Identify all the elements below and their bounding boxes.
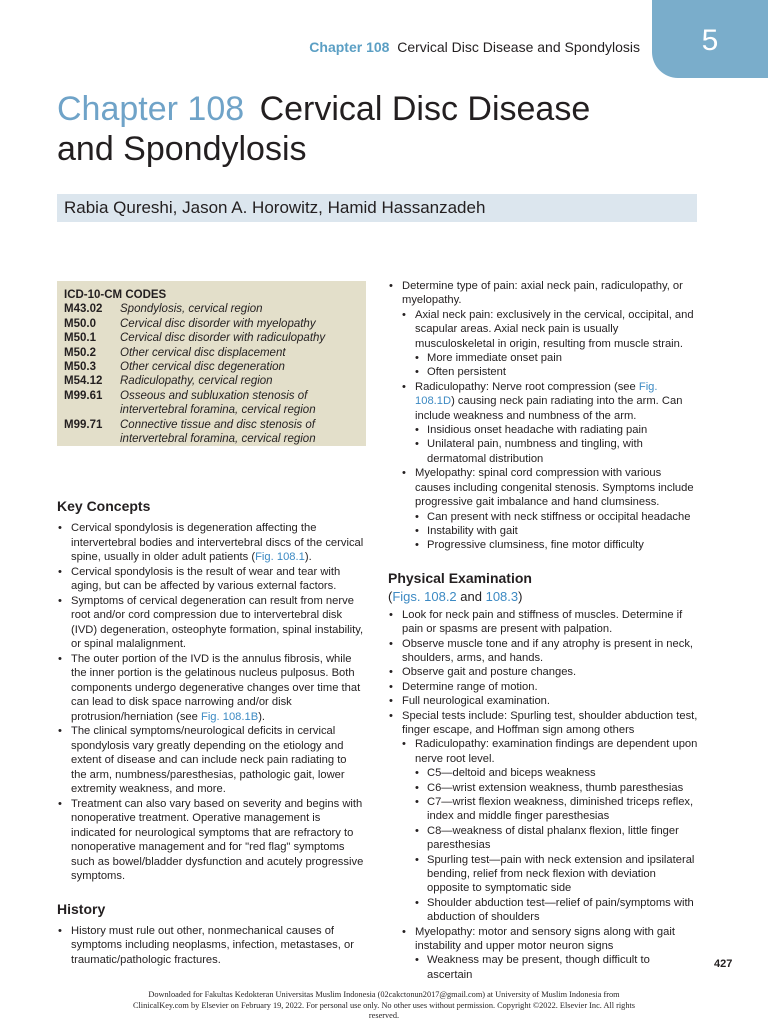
radiculopathy-sublist xyxy=(415,423,698,466)
icd-row xyxy=(64,418,366,447)
list-item: • Full neurological examination. xyxy=(388,694,698,708)
text: ) xyxy=(518,588,523,604)
physical-exam-list xyxy=(388,608,698,983)
figure-link[interactable]: Fig. 108.1 xyxy=(255,551,305,563)
list-item: • Observe muscle tone and if any atrophy is present in neck, shoulders, arms, and hands. xyxy=(388,637,698,666)
footer-line: reserved. xyxy=(368,1011,400,1020)
figure-link[interactable]: Figs. 108.2 xyxy=(392,588,457,604)
text: Cervical spondylosis is degeneration affecting the intervertebral bodies and intervertebral discs of the cervical spine, usually in older adult patients ( xyxy=(71,522,364,563)
icd-row xyxy=(64,389,366,418)
list-item: • Insidious onset headache with radiating pain xyxy=(415,423,698,437)
text: ) causing neck pain radiating into the arm. Can include weakness and numbness of the arm. xyxy=(415,395,683,422)
icd-desc: Connective tissue and disc stenosis of intervertebral foramina, cervical region xyxy=(120,418,316,446)
list-item xyxy=(402,308,698,380)
icd-row xyxy=(64,317,366,331)
icd-row xyxy=(64,346,366,360)
icd-desc: Cervical disc disorder with radiculopathy xyxy=(120,332,326,345)
authors-bar: Rabia Qureshi, Jason A. Horowitz, Hamid Hassanzadeh xyxy=(57,194,697,222)
key-concepts-list xyxy=(57,521,365,884)
running-header xyxy=(240,39,640,55)
list-item: • Determine range of motion. xyxy=(388,680,698,694)
text: The outer portion of the IVD is the annulus fibrosis, while the inner portion is the gelatinous nucleus pulposus. Both components undergo degenerative changes over time that can lead to disk space narrowing and/or disk protrusion/herniation (see xyxy=(71,652,361,723)
icd-code: M99.71 xyxy=(64,418,103,431)
icd-code: M50.2 xyxy=(64,346,96,359)
chapter-title-line1: Cervical Disc Disease xyxy=(259,90,591,128)
list-item: • Look for neck pain and stiffness of muscles. Determine if pain or spasms are present with palpation. xyxy=(388,608,698,637)
icd-codes-box xyxy=(57,281,366,446)
text: Determine type of pain: axial neck pain, radiculopathy, or myelopathy. xyxy=(402,280,683,307)
icd-heading: ICD-10-CM CODES xyxy=(64,289,167,301)
download-footer xyxy=(110,990,658,1022)
icd-desc: Spondylosis, cervical region xyxy=(120,303,263,316)
list-item: • C6—wrist extension weakness, thumb paresthesias xyxy=(415,781,698,795)
list-item: • Can present with neck stiffness or occipital headache xyxy=(415,510,698,524)
list-item xyxy=(57,521,365,565)
list-item xyxy=(402,737,698,924)
text: Radiculopathy: Nerve root compression (see xyxy=(415,380,639,393)
list-item xyxy=(388,279,698,553)
list-item: • Often persistent xyxy=(415,365,698,379)
list-item: • Unilateral pain, numbness and tingling, with dermatomal distribution xyxy=(415,437,698,466)
list-item: • More immediate onset pain xyxy=(415,351,698,365)
list-item: • Shoulder abduction test—relief of pain/symptoms with abduction of shoulders xyxy=(415,896,698,925)
icd-row xyxy=(64,302,366,316)
list-item xyxy=(388,709,698,983)
text: and xyxy=(456,588,486,604)
list-item: • C7—wrist flexion weakness, diminished triceps reflex, index and middle finger paresthesias xyxy=(415,795,698,824)
icd-row xyxy=(64,374,366,388)
icd-code: M43.02 xyxy=(64,303,103,316)
footer-line: ClinicalKey.com by Elsevier on February 19, 2022. For personal use only. No other uses without permission. Copyright ©2022. Elsevier Inc. All rights xyxy=(132,1000,636,1010)
icd-code: M50.1 xyxy=(64,332,96,345)
list-item: • Weakness may be present, though difficult to ascertain xyxy=(415,953,698,982)
physical-exam-figure-refs xyxy=(388,589,698,605)
running-header-title: Cervical Disc Disease and Spondylosis xyxy=(397,39,640,55)
list-item: • Instability with gait xyxy=(415,524,698,538)
list-item xyxy=(402,925,698,983)
page-number: 427 xyxy=(714,958,733,970)
key-concepts-heading: Key Concepts xyxy=(57,498,151,514)
chapter-title xyxy=(57,89,717,169)
text: Special tests include: Spurling test, shoulder abduction test, finger escape, and Hoffman sign among others xyxy=(402,709,698,736)
icd-desc: Other cervical disc displacement xyxy=(120,346,286,359)
history-list xyxy=(57,924,365,968)
text: ). xyxy=(258,710,266,723)
figure-link[interactable]: Fig. 108.1D xyxy=(415,380,658,408)
list-item: • The clinical symptoms/neurological deficits in cervical spondylosis vary greatly depending on the etiology and extent of disease and can include neck pain radiating to the arm, numbness/paresthesias, pathologic gait, lower extremity weakness, and more. xyxy=(57,724,365,797)
chapter-number: Chapter 108 xyxy=(57,90,245,128)
list-item xyxy=(57,652,365,725)
figure-link[interactable]: 108.3 xyxy=(485,588,519,604)
pain-list xyxy=(388,279,698,553)
icd-desc: Cervical disc disorder with myelopathy xyxy=(120,317,316,330)
axial-sublist xyxy=(415,351,698,380)
icd-code: M50.3 xyxy=(64,361,96,374)
list-item xyxy=(402,466,698,552)
history-heading: History xyxy=(57,900,106,917)
myelopathy-signs-sublist xyxy=(415,953,698,982)
left-column xyxy=(57,497,365,967)
list-item xyxy=(402,380,698,466)
list-item: • Symptoms of cervical degeneration can result from nerve root and/or cord compression due to intervertebral disk (IVD) degeneration, osteophyte formation, spinal instability, or spinal malalignment. xyxy=(57,594,365,652)
section-tab: 5 xyxy=(652,0,768,78)
text: Myelopathy: motor and sensory signs along with gait instability and upper motor neuron signs xyxy=(415,925,675,953)
myelopathy-sublist xyxy=(415,510,698,553)
list-item: • Progressive clumsiness, fine motor difficulty xyxy=(415,538,698,552)
text: Myelopathy: spinal cord compression with various causes including congenital stenosis. Symptoms include progressive gait imbalance and hand clumsiness. xyxy=(415,467,694,509)
physical-exam-heading: Physical Examination xyxy=(388,569,532,586)
list-item: • Cervical spondylosis is the result of wear and tear with aging, but can be affected by various external factors. xyxy=(57,565,365,594)
list-item: • History must rule out other, nonmechanical causes of symptoms including neoplasms, infection, metastases, or traumatic/pathologic fractures. xyxy=(57,924,365,968)
icd-code: M50.0 xyxy=(64,317,96,330)
list-item: • Spurling test—pain with neck extension and ipsilateral bending, relief from neck flexion with deviation opposite to symptomatic side xyxy=(415,853,698,896)
figure-link[interactable]: Fig. 108.1B xyxy=(200,710,259,723)
right-column xyxy=(388,279,698,982)
list-item: • Observe gait and posture changes. xyxy=(388,665,698,679)
special-tests-sublist xyxy=(402,737,698,982)
pain-sublist xyxy=(402,308,698,553)
text: Radiculopathy: examination findings are dependent upon nerve root level. xyxy=(415,738,698,765)
footer-line: Downloaded for Fakultas Kedokteran Universitas Muslim Indonesia (02cakctonun2017@gmail.com) at University of Muslim Indonesia from xyxy=(148,990,620,999)
text: ( xyxy=(388,588,393,604)
icd-desc: Radiculopathy, cervical region xyxy=(120,375,273,388)
list-item: • C5—deltoid and biceps weakness xyxy=(415,766,698,780)
icd-row xyxy=(64,360,366,374)
icd-desc: Osseous and subluxation stenosis of intervertebral foramina, cervical region xyxy=(120,389,316,417)
icd-row xyxy=(64,331,366,345)
text: Axial neck pain: exclusively in the cervical, occipital, and scapular areas. Axial neck pain is usually musculoskeletal in origin, resulting from muscle strain. xyxy=(415,308,694,350)
icd-code: M99.61 xyxy=(64,389,103,402)
text: ). xyxy=(304,551,312,563)
nerve-root-sublist xyxy=(415,766,698,924)
icd-code: M54.12 xyxy=(64,375,103,388)
list-item: • C8—weakness of distal phalanx flexion, little finger paresthesias xyxy=(415,824,698,853)
chapter-title-line2: and Spondylosis xyxy=(57,130,307,168)
running-header-chapter: Chapter 108 xyxy=(309,39,390,55)
icd-desc: Other cervical disc degeneration xyxy=(120,361,285,374)
list-item: • Treatment can also vary based on severity and begins with nonoperative treatment. Operative management is indicated for neurological symptoms that are refractory to nonoperative management and for "red flag" symptoms such as bowel/bladder dysfunction and acutely progressive symptoms. xyxy=(57,797,365,884)
